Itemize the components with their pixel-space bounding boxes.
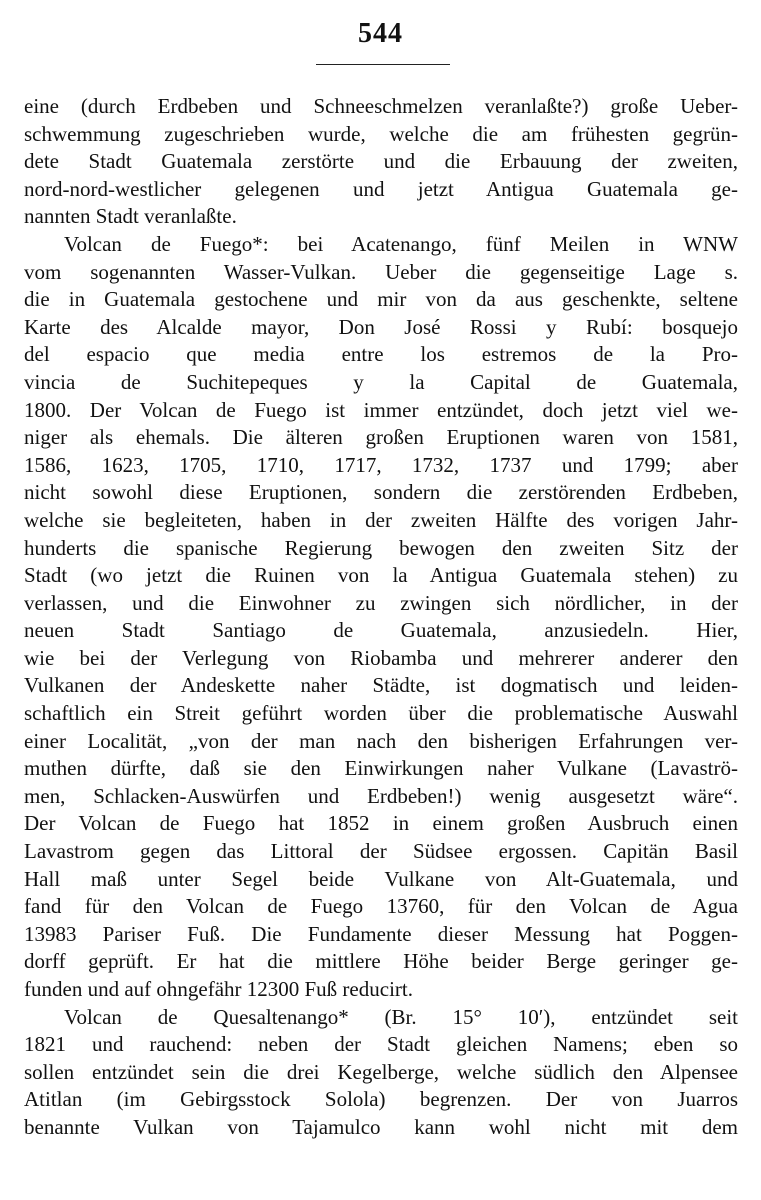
text-line: niger als ehemals. Die älteren großen Eruptionen waren von 1581,	[24, 425, 738, 450]
text-line: men, Schlacken-Auswürfen und Erdbeben!) wenig ausgesetzt wäre“.	[24, 783, 738, 808]
text-line: nord-nord-westlicher gelegenen und jetzt Antigua Guatemala ge-	[24, 176, 738, 201]
text-line: schaftlich ein Streit geführt worden über die problematische Auswahl	[24, 701, 738, 726]
text-line: die in Guatemala gestochene und mir von da aus geschenkte, seltene	[24, 287, 738, 312]
text-line: fand für den Volcan de Fuego 13760, für den Volcan de Agua	[24, 894, 738, 919]
text-line: 1800. Der Volcan de Fuego ist immer entzündet, doch jetzt viel we-	[24, 397, 738, 422]
text-line: sollen entzündet sein die drei Kegelberge, welche südlich den Alpensee	[24, 1059, 738, 1084]
text-line: Hall maß unter Segel beide Vulkane von Alt-Guatemala, und	[24, 866, 738, 891]
text-line: funden und auf ohngefähr 12300 Fuß reducirt.	[24, 977, 413, 1001]
text-line: eine (durch Erdbeben und Schneeschmelzen veranlaßte?) große Ueber-	[24, 94, 738, 118]
body-text	[24, 93, 738, 1142]
text-line: neuen Stadt Santiago de Guatemala, anzusiedeln. Hier,	[24, 618, 738, 643]
text-line: hunderts die spanische Regierung bewogen den zweiten Sitz der	[24, 535, 738, 560]
text-line: verlassen, und die Einwohner zu zwingen sich nördlicher, in der	[24, 590, 738, 615]
text-line: Lavastrom gegen das Littoral der Südsee ergossen. Capitän Basil	[24, 839, 738, 864]
page-number: 544	[358, 18, 403, 49]
text-line: wie bei der Verlegung von Riobamba und mehrerer anderer den	[24, 645, 738, 670]
text-line: 13983 Pariser Fuß. Die Fundamente dieser Messung hat Poggen-	[24, 921, 738, 946]
text-line: Karte des Alcalde mayor, Don José Rossi y Rubí: bosquejo	[24, 314, 738, 339]
text-line: vom sogenannten Wasser-Vulkan. Ueber die gegenseitige Lage s.	[24, 259, 738, 284]
text-line: Atitlan (im Gebirgsstock Solola) begrenzen. Der von Juarros	[24, 1087, 738, 1112]
text-line: nannten Stadt veranlaßte.	[24, 204, 237, 229]
text-line: vincia de Suchitepeques y la Capital de Guatemala,	[24, 369, 738, 394]
text-line: Volcan de Quesaltenango* (Br. 15° 10′), entzündet seit	[64, 1004, 738, 1029]
text-line: 1821 und rauchend: neben der Stadt gleichen Namens; eben so	[24, 1032, 738, 1057]
text-line: Volcan de Fuego*: bei Acatenango, fünf Meilen in WNW	[64, 231, 738, 256]
header-rule	[316, 64, 450, 65]
text-line: Vulkanen der Andeskette naher Städte, ist dogmatisch und leiden-	[24, 673, 738, 698]
text-line: dete Stadt Guatemala zerstörte und die Erbauung der zweiten,	[24, 149, 738, 174]
text-line: del espacio que media entre los estremos de la Pro-	[24, 342, 738, 367]
text-line: einer Localität, „von der man nach den bisherigen Erfahrungen ver-	[24, 728, 738, 753]
text-line: Stadt (wo jetzt die Ruinen von la Antigua Guatemala stehen) zu	[24, 563, 738, 588]
text-line: benannte Vulkan von Tajamulco kann wohl nicht mit dem	[24, 1114, 738, 1139]
text-line: Der Volcan de Fuego hat 1852 in einem großen Ausbruch einen	[24, 811, 738, 836]
text-line: welche sie begleiteten, haben in der zweiten Hälfte des vorigen Jahr-	[24, 507, 738, 532]
text-line: 1586, 1623, 1705, 1710, 1717, 1732, 1737 und 1799; aber	[24, 452, 738, 477]
text-line: nicht sowohl diese Eruptionen, sondern die zerstörenden Erdbeben,	[24, 480, 738, 505]
text-line: muthen dürfte, daß sie den Einwirkungen naher Vulkane (Lavaströ-	[24, 756, 738, 781]
text-line: schwemmung zugeschrieben wurde, welche die am frühesten gegrün-	[24, 121, 738, 146]
text-line: dorff geprüft. Er hat die mittlere Höhe beider Berge geringer ge-	[24, 949, 738, 974]
